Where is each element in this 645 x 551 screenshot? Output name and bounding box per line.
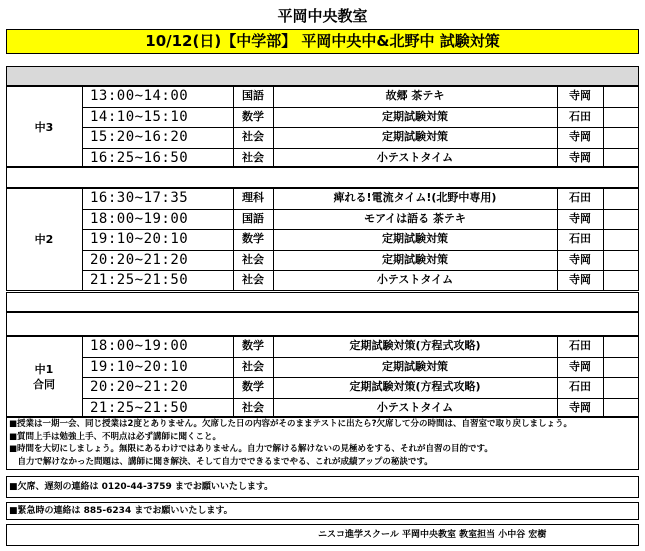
subject-cell: 国語 (242, 89, 264, 102)
subject-cell: 社会 (242, 130, 264, 144)
teacher-cell: 寺岡 (569, 130, 591, 144)
time-slot: 21:25~21:50 (90, 272, 189, 289)
subject-cell: 社会 (242, 400, 264, 414)
content-cell: 小テストタイム (376, 150, 454, 164)
teacher-cell: 石田 (569, 232, 591, 246)
teacher-cell: 寺岡 (569, 150, 591, 164)
note-line: ■質問上手は勉強上手、不明点は必ず講師に聞くこと。 (9, 431, 222, 442)
time-slot: 20:20~21:20 (90, 251, 189, 268)
grade-label (6, 120, 82, 135)
time-slot: 18:00~19:00 (90, 210, 189, 227)
note-line: 自力で解けなかった問題は、講師に聞き解決、そして自力でできるまでやる、これが成績アップの秘訣です。 (9, 456, 433, 467)
time-slot: 19:10~20:10 (90, 231, 189, 248)
event-banner-text: 10/12(日)【中学部】 平岡中央中&北野中 試験対策 (145, 32, 500, 50)
content-cell: 定期試験対策 (382, 109, 448, 123)
event-banner (6, 29, 639, 54)
time-slot: 13:00~14:00 (90, 88, 189, 104)
grade-label-line: 中1 (34, 363, 54, 377)
subject-cell: 数学 (242, 232, 264, 246)
teacher-cell: 石田 (569, 339, 591, 352)
subject-cell: 理科 (242, 191, 264, 204)
teacher-cell: 石田 (569, 380, 591, 394)
page-title: 平岡中央教室 (277, 7, 368, 25)
grade-label-line: 中2 (34, 233, 54, 246)
content-cell: 定期試験対策 (382, 232, 448, 246)
content-cell: 小テストタイム (376, 400, 454, 414)
time-slot: 16:30~17:35 (90, 190, 189, 206)
content-cell: 定期試験対策 (382, 359, 448, 373)
column-divider (603, 188, 604, 291)
separator-band (6, 166, 639, 188)
subject-cell: 数学 (242, 109, 264, 123)
grade-label-line: 中3 (34, 120, 54, 134)
content-cell: モアイは語る 茶テキ (364, 211, 466, 225)
content-cell: 定期試験対策 (382, 130, 448, 144)
teacher-cell: 寺岡 (569, 359, 591, 373)
teacher-cell: 石田 (569, 191, 591, 204)
subject-cell: 数学 (242, 339, 264, 352)
grade-label (6, 232, 82, 247)
teacher-cell: 寺岡 (569, 89, 591, 102)
teacher-cell: 寺岡 (569, 273, 591, 287)
subject-cell: 社会 (242, 359, 264, 373)
grade-label-line: 合同 (33, 378, 55, 392)
absence-contact: ■欠席、遅刻の連絡は 0120-44-3759 までお願いいたします。 (9, 482, 274, 492)
subject-cell: 社会 (242, 273, 264, 287)
time-slot: 15:20~16:20 (90, 129, 189, 146)
content-cell: 定期試験対策(方程式攻略) (349, 339, 481, 352)
teacher-cell: 寺岡 (569, 211, 591, 225)
note-line: ■授業は一期一会、同じ授業は2度とありません。欠席した日の内容がそのままテストに出たら?欠席して分の時間は、自習室で取り戻しましょう。 (9, 419, 573, 429)
separator-band (6, 292, 639, 312)
grade-label (6, 362, 82, 392)
content-cell: 故郷 茶テキ (385, 89, 445, 102)
time-slot: 16:25~16:50 (90, 149, 189, 166)
time-slot: 20:20~21:20 (90, 379, 189, 396)
content-cell: 定期試験対策(方程式攻略) (349, 380, 481, 394)
time-slot: 21:25~21:50 (90, 399, 189, 416)
time-slot: 18:00~19:00 (90, 338, 189, 354)
subject-cell: 数学 (242, 380, 264, 394)
teacher-cell: 石田 (569, 109, 591, 123)
time-slot: 14:10~15:10 (90, 108, 189, 125)
teacher-cell: 寺岡 (569, 400, 591, 414)
note-line: ■時間を大切にしましょう。無限にあるわけではありません。自力で解ける解けないの見極めをする、それが自習の目的です。 (9, 444, 493, 454)
separator-band (6, 312, 639, 336)
teacher-cell: 寺岡 (569, 252, 591, 266)
subject-cell: 社会 (242, 252, 264, 266)
content-cell: 定期試験対策 (382, 252, 448, 266)
emergency-contact: ■緊急時の連絡は 885-6234 までお願いいたします。 (9, 506, 233, 516)
content-cell: 痺れる!電流タイム!(北野中専用) (333, 191, 497, 204)
subject-cell: 社会 (242, 150, 264, 164)
footer-credit: ニスコ進学スクール 平岡中央教室 教室担当 小中谷 宏樹 (318, 530, 547, 540)
spacer-band (6, 66, 639, 86)
column-divider (82, 188, 83, 291)
subject-cell: 国語 (242, 211, 264, 225)
content-cell: 小テストタイム (376, 273, 454, 287)
time-slot: 19:10~20:10 (90, 358, 189, 375)
